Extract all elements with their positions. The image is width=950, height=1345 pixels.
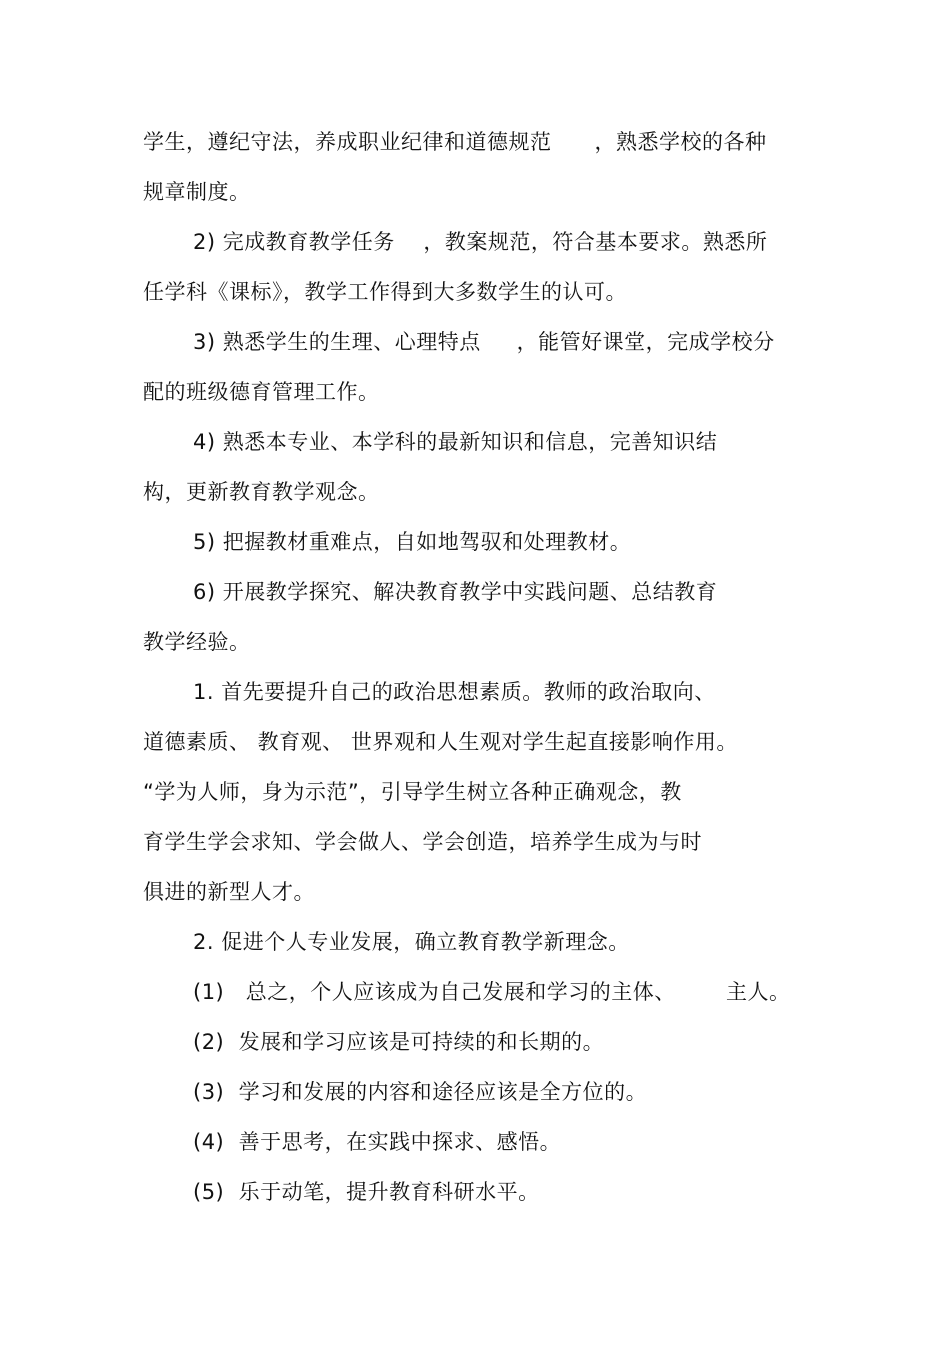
text-line: 1. 首先要提升自己的政治思想素质。教师的政治取向、 — [193, 680, 716, 704]
text-line: (5) 乐于动笔，提升教育科研水平。 — [193, 1180, 540, 1204]
text-line: 2) 完成教育教学任务 ，教案规范，符合基本要求。熟悉所 — [193, 230, 768, 254]
text-line: 4) 熟悉本专业、本学科的最新知识和信息，完善知识结 — [193, 430, 718, 454]
text-line: 任学科《课标》，教学工作得到大多数学生的认可。 — [143, 280, 627, 304]
text-line: 配的班级德育管理工作。 — [143, 380, 380, 404]
text-line: 规章制度。 — [143, 180, 251, 204]
text-line: 育学生学会求知、学会做人、学会创造，培养学生成为与时 — [143, 830, 702, 854]
text-line: 教学经验。 — [143, 630, 251, 654]
text-line: 5) 把握教材重难点，自如地驾驭和处理教材。 — [193, 530, 632, 554]
text-line: (4) 善于思考，在实践中探求、感悟。 — [193, 1130, 562, 1154]
text-line: (2) 发展和学习应该是可持续的和长期的。 — [193, 1030, 605, 1054]
text-line: “学为人师，身为示范”，引导学生树立各种正确观念，教 — [143, 780, 682, 804]
text-line: (1) 总之，个人应该成为自己发展和学习的主体、 主人。 — [193, 980, 791, 1004]
text-line: 俱进的新型人才。 — [143, 880, 315, 904]
text-line: (3) 学习和发展的内容和途径应该是全方位的。 — [193, 1080, 648, 1104]
text-line: 道德素质、 教育观、 世界观和人生观对学生起直接影响作用。 — [143, 730, 738, 754]
text-line: 2. 促进个人专业发展，确立教育教学新理念。 — [193, 930, 630, 954]
text-line: 学生，遵纪守法，养成职业纪律和道德规范 ，熟悉学校的各种 — [143, 130, 767, 154]
text-line: 3) 熟悉学生的生理、心理特点 ，能管好课堂，完成学校分 — [193, 330, 775, 354]
text-line: 6) 开展教学探究、解决教育教学中实践问题、总结教育 — [193, 580, 718, 604]
text-line: 构，更新教育教学观念。 — [143, 480, 380, 504]
